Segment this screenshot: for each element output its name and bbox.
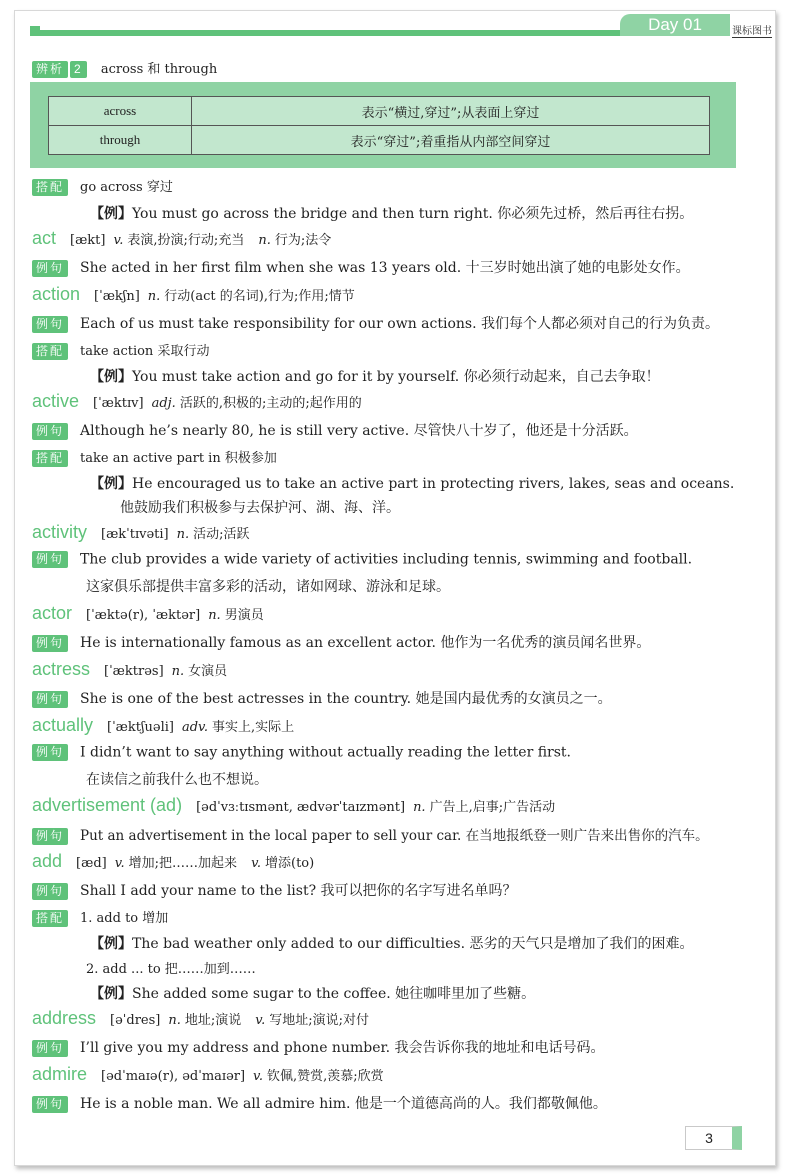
example-tag: 例句 <box>32 1040 68 1057</box>
head-word: active <box>32 391 80 411</box>
example-text: She acted in her first film when she was 13 years old. 十三岁时她出演了她的电影处女作。 <box>80 260 690 276</box>
example-text: Shall I add your name to the list? 我可以把你的名字写进名单吗？ <box>80 883 517 899</box>
head-word: actor <box>32 603 73 623</box>
collocation-example-cn: 他鼓励我们积极参与去保护河、湖、海、洋。 <box>120 500 400 516</box>
example-text: She added some sugar to the coffee. 她往咖啡里加了些糖。 <box>132 986 536 1002</box>
definition: 表演,扮演;行动;充当 <box>127 233 245 248</box>
head-word: address <box>32 1008 97 1028</box>
example-mark: 【例】 <box>90 986 132 1002</box>
collocation-tag: 搭配 <box>32 179 68 196</box>
definition: 女演员 <box>188 664 228 679</box>
example-mark: 【例】 <box>90 206 132 222</box>
table-row <box>49 97 710 126</box>
definition: 男演员 <box>224 608 264 623</box>
entry-admire <box>32 1064 384 1085</box>
compare-meaning: 表示“横过,穿过”;从表面上穿过 <box>192 97 710 126</box>
collocation-phrase: 2. add ... to 把……加到…… <box>86 962 256 977</box>
example-text: Each of us must take responsibility for our own actions. 我们每个人都必须对自己的行为负责。 <box>80 316 719 332</box>
part-of-speech: n. <box>413 800 426 815</box>
example-tag: 例句 <box>32 883 68 900</box>
example-text: Put an advertisement in the local paper to sell your car. 在当地报纸登一则广告来出售你的汽车。 <box>80 828 709 844</box>
collocation-example <box>90 366 660 386</box>
head-word: action <box>32 284 81 304</box>
part-of-speech: v. <box>253 1069 263 1084</box>
part-of-speech: v. <box>251 856 261 871</box>
collocation-tag: 搭配 <box>32 343 68 360</box>
definition: 钦佩,赞赏,羡慕;欣赏 <box>266 1069 384 1084</box>
example-text: He is internationally famous as an excellent actor. 他作为一名优秀的演员闻名世界。 <box>80 635 651 651</box>
example-text: The bad weather only added to our difficulties. 恶劣的天气只是增加了我们的困难。 <box>132 936 694 952</box>
head-word: add <box>32 851 63 871</box>
head-word: actually <box>32 715 94 735</box>
example-text: He is a noble man. We all admire him. 他是一个道德高尚的人。我们都敬佩他。 <box>80 1096 607 1112</box>
definition: 广告上,启事;广告活动 <box>429 800 556 815</box>
example-text: You must take action and go for it by yourself. 你必须行动起来，自己去争取！ <box>132 369 660 385</box>
example-tag: 例句 <box>32 691 68 708</box>
example-tag: 例句 <box>32 551 68 568</box>
compare-title: across 和 through <box>100 62 218 77</box>
definition: 行为;法令 <box>274 233 332 248</box>
example-row <box>32 632 650 652</box>
entry-actress <box>32 659 227 680</box>
brand-logo: 课标图书 <box>732 22 772 38</box>
example-row <box>32 1093 607 1113</box>
head-word: act <box>32 228 57 248</box>
pronunciation: [ˈæktrəs] <box>104 664 164 679</box>
example-tag: 例句 <box>32 1096 68 1113</box>
example-tag: 例句 <box>32 744 68 761</box>
definition: 活动;活跃 <box>193 527 250 542</box>
example-text: The club provides a wide variety of activities including tennis, swimming and football. <box>80 551 693 568</box>
example-tag: 例句 <box>32 423 68 440</box>
head-word: advertisement (ad) <box>32 795 183 815</box>
entry-advertisement <box>32 795 555 816</box>
top-rule-dot <box>30 26 40 36</box>
collocation-phrase: take an active part in 积极参加 <box>80 451 277 466</box>
part-of-speech: v. <box>114 856 125 871</box>
example-text: He encouraged us to take an active part in protecting rivers, lakes, seas and oceans. <box>132 476 735 492</box>
definition: 写地址;演说;对付 <box>269 1013 369 1028</box>
example-mark: 【例】 <box>90 369 132 385</box>
definition: 行动(act 的名词),行为;作用;情节 <box>164 289 355 304</box>
day-tab: Day 01 <box>620 14 730 36</box>
example-text: I’ll give you my address and phone number. 我会告诉你我的地址和电话号码。 <box>80 1040 605 1056</box>
entry-action <box>32 284 355 305</box>
entry-add <box>32 851 314 872</box>
entry-active <box>32 391 362 412</box>
entry-actually <box>32 715 294 736</box>
part-of-speech: n. <box>258 233 271 248</box>
collocation-example <box>90 933 694 953</box>
example-text: Although he’s nearly 80, he is still very active. 尽管快八十岁了，他还是十分活跃。 <box>80 423 638 439</box>
part-of-speech: n. <box>168 1013 181 1028</box>
example-row <box>32 744 571 761</box>
example-text: I didn’t want to say anything without actually reading the letter first. <box>80 744 571 761</box>
part-of-speech: n. <box>171 664 185 679</box>
part-of-speech: v. <box>255 1013 266 1028</box>
part-of-speech: adv. <box>181 720 208 735</box>
collocation-phrase: go across 穿过 <box>80 180 173 195</box>
part-of-speech: n. <box>147 289 161 304</box>
example-tag: 例句 <box>32 316 68 333</box>
example-row <box>32 257 690 277</box>
pronunciation: [ækˈtɪvəti] <box>101 527 169 542</box>
pronunciation: [ækt] <box>70 233 106 248</box>
pronunciation: [ədˈmaɪə(r), ədˈmaɪər] <box>101 1069 246 1084</box>
entry-activity <box>32 522 250 543</box>
pronunciation: [ˈæktɪv] <box>93 396 144 411</box>
definition: 地址;演说 <box>184 1013 242 1028</box>
definition: 活跃的,积极的;主动的;起作用的 <box>179 396 362 411</box>
collocation-example <box>90 473 734 493</box>
collocation-tag: 搭配 <box>32 450 68 467</box>
example-row <box>32 824 709 845</box>
example-row <box>32 313 719 333</box>
example-tag: 例句 <box>32 260 68 277</box>
table-row <box>49 126 710 155</box>
example-text-cn: 这家俱乐部提供丰富多彩的活动，诸如网球、游泳和足球。 <box>86 579 450 595</box>
collocation-example <box>90 203 693 223</box>
definition: 事实上,实际上 <box>212 720 295 735</box>
entry-actor <box>32 603 264 624</box>
example-tag: 例句 <box>32 635 68 652</box>
compare-word: across <box>49 97 192 126</box>
example-row <box>32 420 638 440</box>
part-of-speech: v. <box>113 233 124 248</box>
compare-heading <box>32 58 217 78</box>
collocation-phrase: take action 采取行动 <box>80 344 210 359</box>
example-row <box>32 1037 605 1057</box>
pronunciation: [ədˈvɜːtɪsmənt, ædvərˈtaɪzmənt] <box>196 800 406 815</box>
pronunciation: [ˈækʃn] <box>94 289 140 304</box>
example-row <box>32 688 612 708</box>
part-of-speech: adj. <box>151 396 176 411</box>
pronunciation: [əˈdres] <box>110 1013 161 1028</box>
example-row <box>32 880 517 900</box>
collocation-row <box>32 907 168 927</box>
collocation-row <box>32 340 209 360</box>
compare-table <box>48 96 710 155</box>
entry-address <box>32 1008 369 1029</box>
pronunciation: [ˈæktə(r), ˈæktər] <box>86 608 201 623</box>
collocation-row <box>32 447 277 467</box>
example-row <box>32 551 692 568</box>
collocation-tag: 搭配 <box>32 910 68 927</box>
pronunciation: [ˈæktʃuəli] <box>107 720 174 735</box>
example-tag: 例句 <box>32 828 68 845</box>
head-word: admire <box>32 1064 88 1084</box>
page-number: 3 <box>685 1126 742 1150</box>
example-mark: 【例】 <box>90 476 132 492</box>
collocation-example <box>90 983 535 1003</box>
example-text-cn: 在读信之前我什么也不想说。 <box>86 772 268 788</box>
definition: 增加;把……加起来 <box>128 856 238 871</box>
pronunciation: [æd] <box>76 856 107 871</box>
collocation-phrase: 1. add to 增加 <box>80 911 169 926</box>
collocation-row <box>32 176 173 196</box>
example-text: You must go across the bridge and then turn right. 你必须先过桥，然后再往右拐。 <box>132 206 694 222</box>
compare-num: 2 <box>70 61 87 78</box>
definition: 增添(to) <box>265 856 315 871</box>
compare-word: through <box>49 126 192 155</box>
head-word: actress <box>32 659 91 679</box>
example-text: She is one of the best actresses in the country. 她是国内最优秀的女演员之一。 <box>80 691 612 707</box>
compare-meaning: 表示“穿过”;着重指从内部空间穿过 <box>192 126 710 155</box>
part-of-speech: n. <box>208 608 221 623</box>
compare-tag: 辨析 <box>32 61 68 78</box>
head-word: activity <box>32 522 88 542</box>
entry-act <box>32 228 331 249</box>
example-mark: 【例】 <box>90 936 132 952</box>
part-of-speech: n. <box>176 527 190 542</box>
